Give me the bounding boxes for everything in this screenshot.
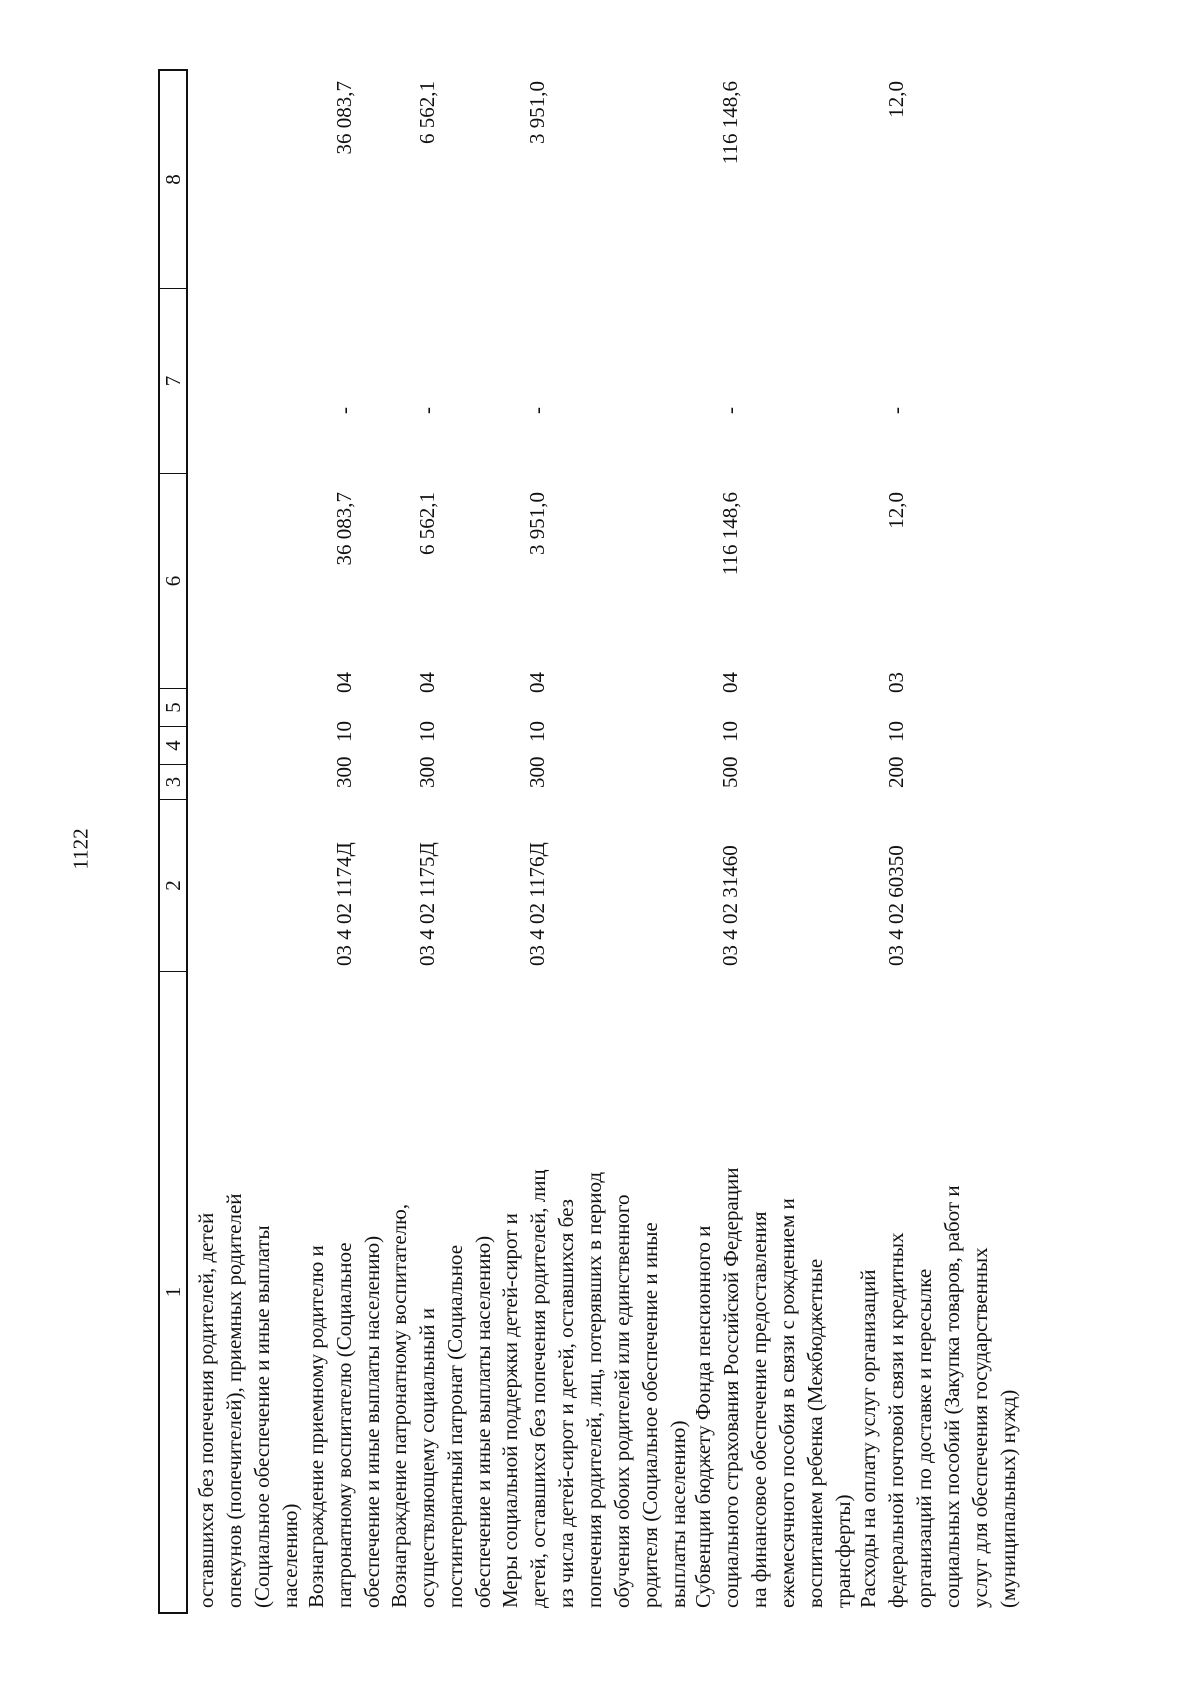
- description-line: родителя (Социальное обеспечение и иные: [637, 1222, 662, 1608]
- cell-col8: 3 951,0: [525, 81, 550, 144]
- cell-vr: 200: [884, 756, 908, 788]
- cell-col6: 3 951,0: [525, 492, 550, 555]
- cell-csr: 03 4 02 1176Д: [525, 842, 550, 966]
- description-line: организаций по доставке и пересылке: [912, 1268, 937, 1608]
- table-header: [158, 69, 188, 1614]
- description-line: обеспечение и иные выплаты населению): [360, 1235, 385, 1608]
- description-line: выплаты населению): [665, 1420, 690, 1608]
- cell-col7: -: [332, 407, 356, 414]
- cell-col6: 6 562,1: [414, 492, 439, 555]
- description-line: на финансовое обеспечение предоставления: [746, 1211, 771, 1608]
- description-line: из числа детей-сирот и детей, оставшихся без: [553, 1199, 578, 1608]
- description-line: попечения родителей, лиц, потерявших в период: [581, 1171, 606, 1608]
- cell-pr: 04: [332, 672, 356, 693]
- cell-csr: 03 4 02 1175Д: [414, 842, 439, 966]
- description-line: трансферты): [830, 1494, 855, 1608]
- cell-rz: 10: [414, 721, 439, 742]
- row-description: [689, 968, 857, 1608]
- cell-col8: 116 148,6: [718, 81, 743, 165]
- cell-csr: 03 4 02 31460: [718, 845, 743, 966]
- cell-col6: 36 083,7: [332, 492, 356, 566]
- description-line: детей, оставшихся без попечения родителей, лиц: [525, 1169, 550, 1608]
- col-header-8: 8: [161, 174, 185, 185]
- description-line: социального страхования Российской Федерации: [718, 1167, 743, 1608]
- col-header-4: 4: [160, 726, 186, 764]
- description-line: Расходы на оплату услуг организаций: [856, 1269, 881, 1608]
- description-line: ежемесячного пособия в связи с рождением и: [774, 1198, 799, 1608]
- description-line: Меры социальной поддержки детей-сирот и: [497, 1213, 522, 1608]
- cell-pr: 04: [525, 672, 550, 693]
- cell-col8: 6 562,1: [414, 81, 439, 144]
- cell-rz: 10: [718, 721, 743, 742]
- cell-col7: -: [718, 407, 743, 414]
- row-description: [496, 968, 692, 1608]
- row-description: [302, 968, 386, 1608]
- description-line: (муниципальных) нужд): [996, 1389, 1021, 1608]
- col-header-7: 7: [160, 288, 186, 473]
- description-line: федеральной почтовой связи и кредитных: [884, 1232, 909, 1608]
- cell-col8: 12,0: [884, 81, 908, 118]
- page-number: 1122: [68, 828, 93, 870]
- description-line: населению): [278, 1503, 302, 1608]
- description-line: воспитанием ребенка (Межбюджетные: [802, 1258, 827, 1608]
- cell-csr: 03 4 02 60350: [884, 845, 908, 966]
- cell-pr: 04: [718, 672, 743, 693]
- row-description: [854, 968, 1022, 1608]
- cell-rz: 10: [884, 721, 908, 742]
- description-line: обучения обоих родителей или единственного: [609, 1194, 634, 1608]
- description-line: патронатному воспитателю (Социальное: [332, 1242, 357, 1608]
- description-line: постинтернатный патронат (Социальное: [443, 1244, 468, 1608]
- cell-col8: 36 083,7: [332, 81, 356, 155]
- description-line: Вознаграждение приемному родителю и: [304, 1245, 329, 1608]
- cell-csr: 03 4 02 1174Д: [332, 842, 356, 966]
- cell-col6: 12,0: [884, 492, 908, 529]
- cell-vr: 500: [718, 756, 743, 788]
- cell-pr: 04: [414, 672, 439, 693]
- cell-vr: 300: [414, 756, 439, 788]
- cell-col6: 116 148,6: [718, 492, 743, 576]
- row-description: [385, 968, 497, 1608]
- col-header-5: 5: [160, 688, 186, 726]
- budget-table: [158, 69, 1021, 1614]
- description-line: (Социальное обеспечение и иные выплаты: [250, 1225, 274, 1608]
- col-header-3: 3: [160, 764, 186, 799]
- cell-col7: -: [884, 407, 908, 414]
- cell-col7: -: [525, 407, 550, 414]
- description-line: обеспечение и иные выплаты населению): [471, 1235, 496, 1608]
- col-header-2: 2: [160, 799, 186, 971]
- col-header-6: 6: [160, 473, 186, 688]
- cell-rz: 10: [332, 721, 356, 742]
- cell-vr: 300: [332, 756, 356, 788]
- cell-pr: 03: [884, 672, 908, 693]
- description-line: услуг для обеспечения государственных: [968, 1247, 993, 1608]
- col-header-1: 1: [160, 971, 186, 1612]
- cell-vr: 300: [525, 756, 550, 788]
- description-line: Субвенции бюджету Фонда пенсионного и: [690, 1225, 715, 1608]
- row-description: [192, 968, 304, 1608]
- description-line: осуществляющему социальный и: [415, 1307, 440, 1608]
- cell-rz: 10: [525, 721, 550, 742]
- description-line: оставшихся без попечения родителей, детей: [194, 1212, 218, 1608]
- description-line: Вознаграждение патронатному воспитателю,: [387, 1203, 412, 1608]
- cell-col7: -: [414, 407, 439, 414]
- description-line: опекунов (попечителей), приемных родителей: [222, 1193, 246, 1608]
- description-line: социальных пособий (Закупка товаров, работ и: [940, 1185, 965, 1608]
